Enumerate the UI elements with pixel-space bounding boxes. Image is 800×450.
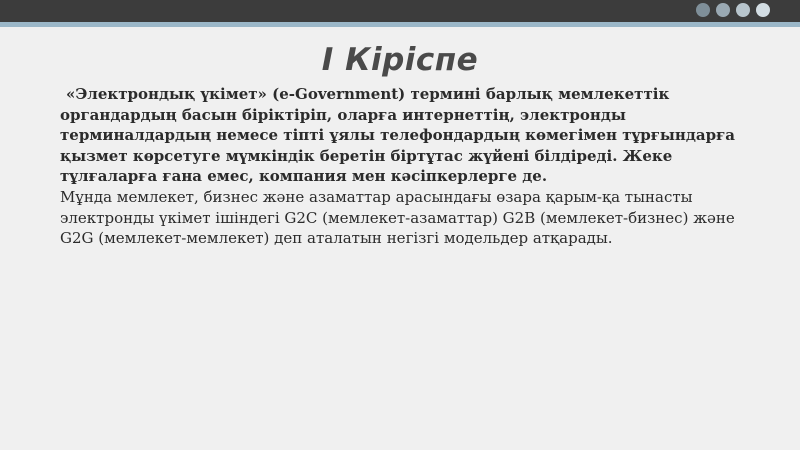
decorative-dots [696,2,770,18]
accent-stripe [0,22,800,27]
decor-dot-2 [716,3,730,17]
decor-dot-4 [756,3,770,17]
decor-dot-1 [696,3,710,17]
slide-body [60,84,745,249]
decor-dot-3 [736,3,750,17]
slide-title: I Кіріспе [321,42,479,78]
header-bar [0,0,800,22]
definition-paragraph: «Электрондық үкімет» (e-Government) термині барлық мемлекеттік органдардың басын біріктіріп, оларға интернеттің, электронды терминалдардың немесе тіпті ұялы телефондардың көмегімен тұрғындарға қызмет көрсетуге мүмкіндік беретін біртұтас жүйені білдіреді. Жеке тұлғаларға ғана емес, компания мен кәсіпкерлерге де. [60,85,736,186]
models-paragraph: Мұнда мемлекет, бизнес және азаматтар арасындағы өзара қарым-қа тынасты электронды үкімет ішіндегі G2C (мемлекет-азаматтар) G2B (мемлекет-бизнес) және G2G (мемлекет-мемлекет) деп аталатын негізгі модельдер атқарады. [60,187,735,248]
